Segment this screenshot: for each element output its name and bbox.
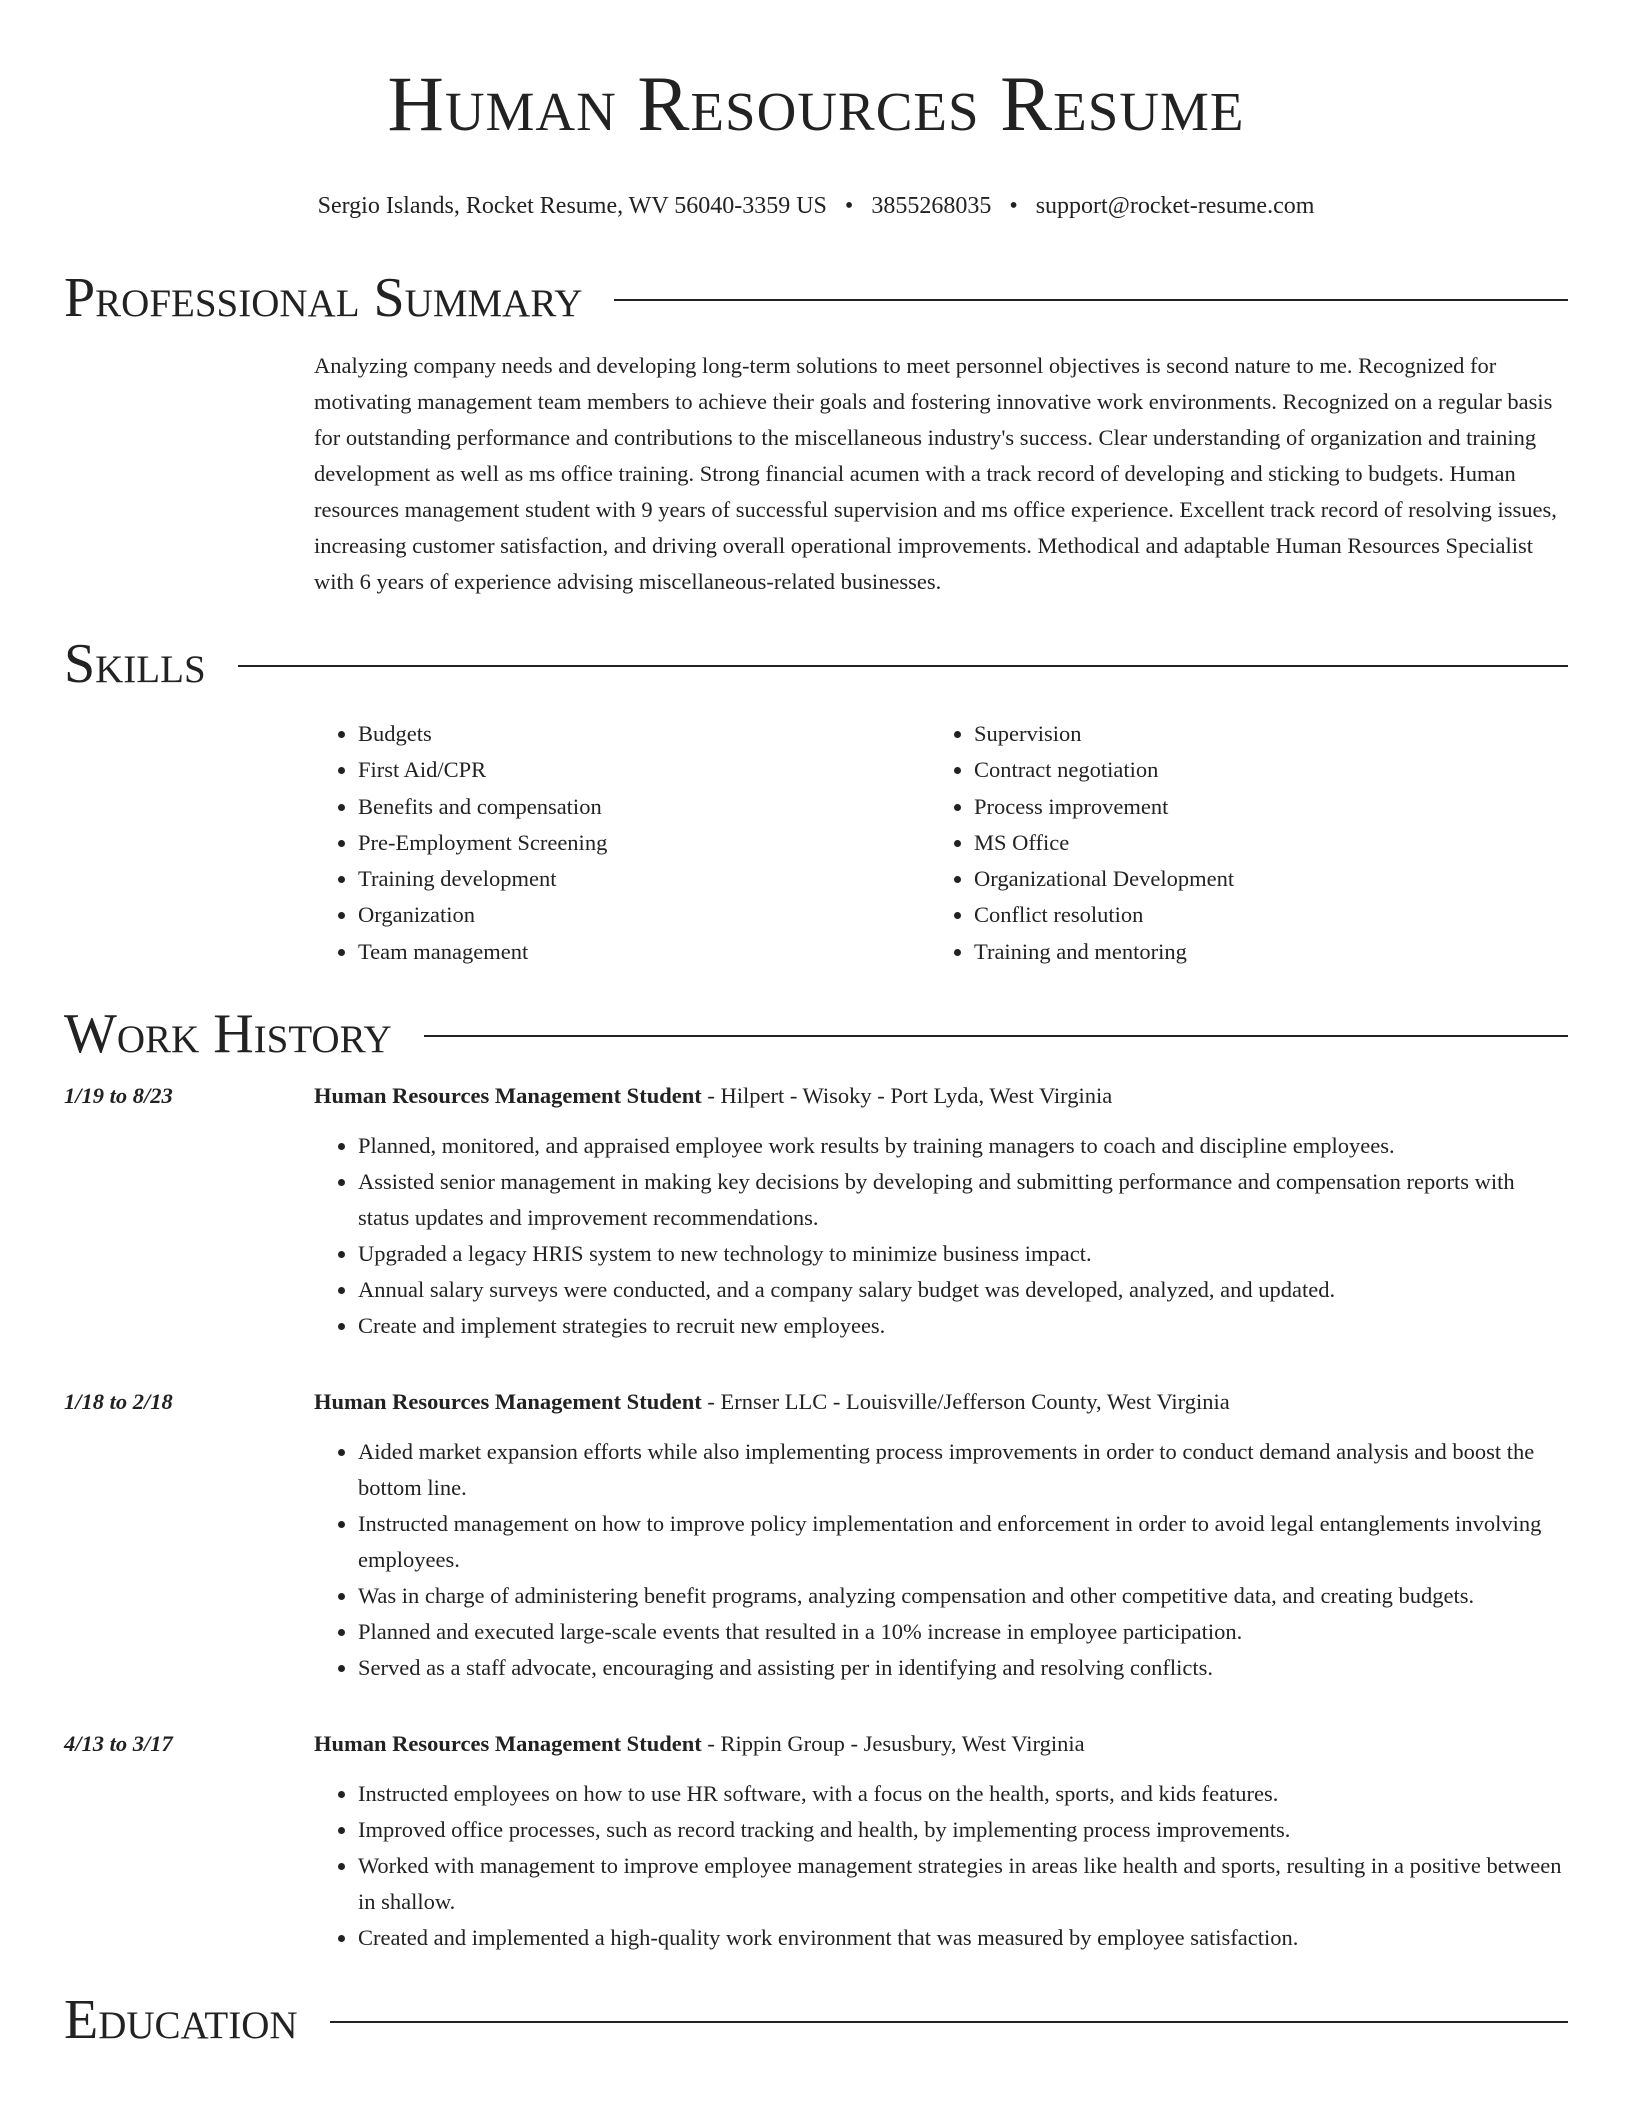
job-employer: - Ernser LLC - Louisville/Jefferson County, West Virginia (701, 1389, 1230, 1415)
job-bullets (314, 1776, 1568, 1956)
skills-column-right (930, 716, 1546, 970)
skill-item: • Process improvement (974, 789, 1546, 825)
job-title: Human Resources Management Student (314, 1083, 702, 1109)
contact-address: Sergio Islands, Rocket Resume, WV 56040-3359 US (317, 193, 827, 219)
job-heading (314, 1384, 1230, 1420)
education-heading: Education (64, 1989, 298, 2052)
job-dates: 1/19 to 8/23 (64, 1083, 173, 1109)
summary-text: Analyzing company needs and developing long-term solutions to meet personnel objectives is second nature to me. Recognized for motivating management team members to achieve their goals and fostering innovative work environments. Recognized on a regular basis for outstanding performance and contributions to the miscellaneous industry's success. Clear understanding of organization and training development as well as ms office training. Strong financial acumen with a track record of developing and sticking to budgets. Human resources management student with 9 years of successful supervision and ms office experience. Excellent track record of resolving issues, increasing customer satisfaction, and driving overall operational improvements. Methodical and adaptable Human Resources Specialist with 6 years of experience advising miscellaneous-related businesses. (314, 353, 1557, 594)
skill-item: • Budgets (358, 716, 930, 752)
job-header (64, 1078, 1568, 1114)
job-bullet: • Worked with management to improve employee management strategies in areas like health and sports, resulting in a positive between in shallow. (358, 1848, 1568, 1920)
skill-item: • First Aid/CPR (358, 752, 930, 788)
job-bullet: • Served as a staff advocate, encouraging and assisting per in identifying and resolving conflicts. (358, 1650, 1568, 1686)
skills-heading: Skills (64, 633, 206, 695)
summary-heading: Professional Summary (64, 267, 583, 329)
skills-column-left (314, 716, 930, 970)
skill-item: • Organization (358, 897, 930, 933)
skills-section-header (64, 634, 1568, 694)
job-bullet: • Create and implement strategies to recruit new employees. (358, 1308, 1568, 1344)
skill-item: • Benefits and compensation (358, 789, 930, 825)
contact-line (64, 190, 1568, 222)
skill-item: • Organizational Development (974, 861, 1546, 897)
job-heading (314, 1726, 1085, 1762)
job-entry (64, 1078, 1568, 1344)
education-section-header (64, 1990, 1568, 2050)
job-bullet: • Planned and executed large-scale events that resulted in a 10% increase in employee participation. (358, 1614, 1568, 1650)
job-entry (64, 1726, 1568, 1956)
section-divider (238, 665, 1568, 667)
job-title: Human Resources Management Student (314, 1389, 702, 1415)
section-divider (424, 1035, 1568, 1037)
job-dates: 4/13 to 3/17 (64, 1731, 173, 1757)
job-bullet: • Was in charge of administering benefit programs, analyzing compensation and other competitive data, and creating budgets. (358, 1578, 1568, 1614)
resume-title: Human Resources Resume (387, 60, 1245, 147)
job-bullet: • Assisted senior management in making key decisions by developing and submitting performance and compensation reports with status updates and improvement recommendations. (358, 1164, 1568, 1236)
job-header (64, 1384, 1568, 1420)
skill-item: • Contract negotiation (974, 752, 1546, 788)
job-bullet: • Instructed employees on how to use HR software, with a focus on the health, sports, and kids features. (358, 1776, 1568, 1812)
contact-email: support@rocket-resume.com (1035, 193, 1315, 219)
contact-separator: • (1009, 193, 1018, 219)
job-bullet: • Upgraded a legacy HRIS system to new technology to minimize business impact. (358, 1236, 1568, 1272)
skill-item: • Conflict resolution (974, 897, 1546, 933)
skill-item: • Team management (358, 934, 930, 970)
job-title: Human Resources Management Student (314, 1731, 702, 1757)
job-bullet: • Aided market expansion efforts while also implementing process improvements in order to conduct demand analysis and boost the bottom line. (358, 1434, 1568, 1506)
job-bullet: • Instructed management on how to improve policy implementation and enforcement in order to avoid legal entanglements involving employees. (358, 1506, 1568, 1578)
job-bullet: • Planned, monitored, and appraised employee work results by training managers to coach and discipline employees. (358, 1128, 1568, 1164)
work-heading: Work History (64, 1003, 392, 1066)
skills-list (314, 716, 1568, 970)
job-bullets (314, 1128, 1568, 1344)
section-divider (614, 299, 1568, 301)
section-divider (330, 2021, 1568, 2023)
skill-item: • Supervision (974, 716, 1546, 752)
skill-item: • Training development (358, 861, 930, 897)
contact-separator: • (844, 193, 854, 219)
job-employer: - Hilpert - Wisoky - Port Lyda, West Virginia (701, 1083, 1113, 1109)
job-bullet: • Created and implemented a high-quality work environment that was measured by employee satisfaction. (358, 1920, 1568, 1956)
job-header (64, 1726, 1568, 1762)
skill-item: • Training and mentoring (974, 934, 1546, 970)
skill-item: • Pre-Employment Screening (358, 825, 930, 861)
job-dates: 1/18 to 2/18 (64, 1389, 173, 1415)
job-employer: - Rippin Group - Jesusbury, West Virginia (701, 1731, 1085, 1757)
job-bullet: • Improved office processes, such as record tracking and health, by implementing process improvements. (358, 1812, 1568, 1848)
job-entry (64, 1384, 1568, 1686)
job-bullets (314, 1434, 1568, 1686)
skill-item: • MS Office (974, 825, 1546, 861)
summary-section-header (64, 268, 1568, 328)
work-section-header (64, 1004, 1568, 1064)
contact-phone: 3855268035 (871, 193, 992, 219)
job-bullet: • Annual salary surveys were conducted, and a company salary budget was developed, analyzed, and updated. (358, 1272, 1568, 1308)
job-heading (314, 1078, 1112, 1114)
